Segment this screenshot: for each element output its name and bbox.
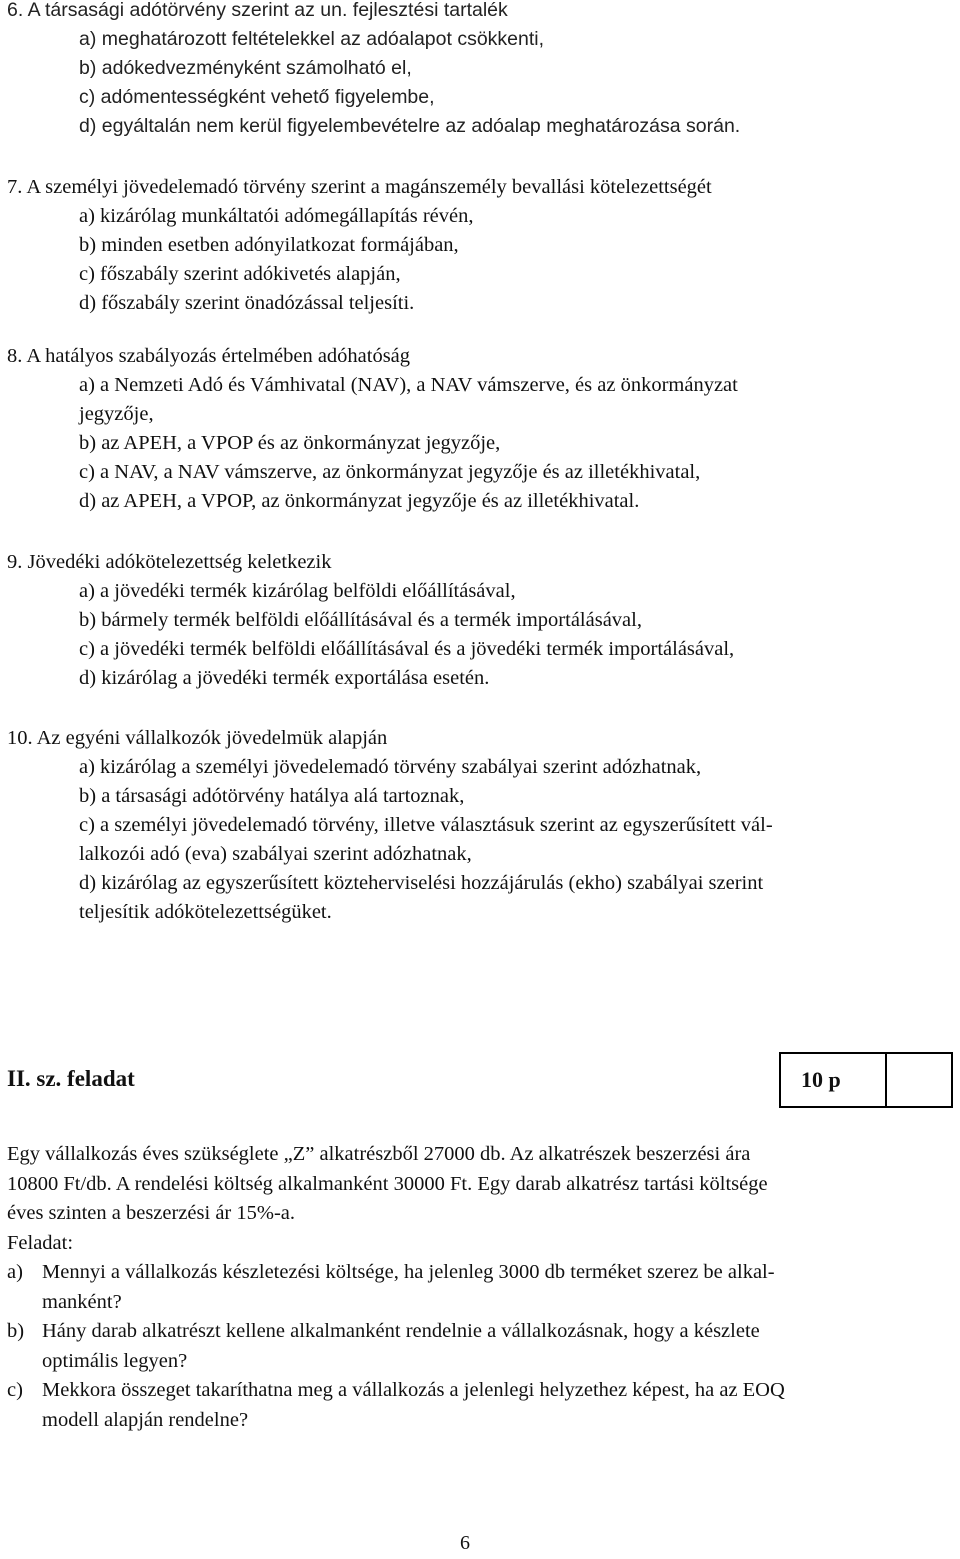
task-intro-line-3: éves szinten a beszerzési ár 15%-a. — [7, 1202, 295, 1224]
points-box — [779, 1052, 953, 1108]
task-item-text-cont: modell alapján rendelne? — [42, 1408, 249, 1431]
question-7-option-d: d) főszabály szerint önadózással teljesíti. — [79, 292, 415, 314]
question-6-option-d: d) egyáltalán nem kerül figyelembevételre az adóalap meghatározása során. — [79, 115, 741, 137]
question-10-option-c-cont: lalkozói adó (eva) szabályai szerint adózhatnak, — [79, 843, 472, 865]
task-item-letter: c) — [7, 1379, 23, 1401]
task-item-a — [7, 1258, 952, 1317]
question-8-option-a: a) a Nemzeti Adó és Vámhivatal (NAV), a NAV vámszerve, és az önkormányzat — [79, 374, 738, 396]
question-10 — [7, 724, 952, 927]
question-8 — [7, 342, 952, 516]
question-6-stem: 6. A társasági adótörvény szerint az un. fejlesztési tartalék — [7, 0, 508, 21]
question-8-option-a-cont: jegyzője, — [79, 403, 154, 425]
question-10-stem: 10. Az egyéni vállalkozók jövedelmük alapján — [7, 727, 388, 749]
question-7-option-c: c) főszabály szerint adókivetés alapján, — [79, 263, 401, 285]
task-intro-line-2: 10800 Ft/db. A rendelési költség alkalmanként 30000 Ft. Egy darab alkatrész tartási költsége — [7, 1172, 768, 1195]
question-10-option-a: a) kizárólag a személyi jövedelemadó törvény szabályai szerint adózhatnak, — [79, 756, 702, 778]
question-9-stem: 9. Jövedéki adókötelezettség keletkezik — [7, 551, 332, 573]
question-7-option-a: a) kizárólag munkáltatói adómegállapítás révén, — [79, 205, 474, 227]
question-9 — [7, 548, 952, 693]
question-6-option-c: c) adómentességként vehető figyelembe, — [79, 86, 435, 108]
question-9-option-a: a) a jövedéki termék kizárólag belföldi előállításával, — [79, 580, 516, 602]
task-item-letter: b) — [7, 1320, 25, 1342]
task-item-letter: a) — [7, 1261, 23, 1283]
task-item-b — [7, 1317, 952, 1376]
question-7-option-b: b) minden esetben adónyilatkozat formájában, — [79, 234, 459, 256]
points-label: 10 p — [781, 1054, 887, 1106]
task-intro-line-1: Egy vállalkozás éves szükséglete „Z” alkatrészből 27000 db. Az alkatrészek beszerzési ára — [7, 1143, 751, 1165]
question-8-option-d: d) az APEH, a VPOP, az önkormányzat jegyzője és az illetékhivatal. — [79, 490, 640, 512]
task-item-c — [7, 1376, 952, 1435]
task-title: II. sz. feladat — [7, 1066, 135, 1091]
question-10-option-c: c) a személyi jövedelemadó törvény, illetve választásuk szerint az egyszerűsített vál- — [79, 814, 773, 836]
question-9-option-b: b) bármely termék belföldi előállításával és a termék importálásával, — [79, 609, 642, 631]
question-9-option-c: c) a jövedéki termék belföldi előállításával és a jövedéki termék importálásával, — [79, 638, 735, 660]
task-item-text-cont: optimális legyen? — [42, 1349, 188, 1372]
question-6 — [7, 0, 952, 141]
question-8-option-b: b) az APEH, a VPOP és az önkormányzat jegyzője, — [79, 432, 501, 454]
question-9-option-d: d) kizárólag a jövedéki termék exportálása esetén. — [79, 667, 490, 689]
question-8-stem: 8. A hatályos szabályozás értelmében adóhatóság — [7, 345, 411, 367]
question-10-option-b: b) a társasági adótörvény hatálya alá tartoznak, — [79, 785, 465, 807]
task-item-text: Mekkora összeget takaríthatna meg a vállalkozás a jelenlegi helyzethez képest, ha az EOQ — [42, 1379, 785, 1401]
question-10-option-d: d) kizárólag az egyszerűsített közteherviselési hozzájárulás (ekho) szabályai szerint — [79, 872, 764, 894]
task-body — [7, 1140, 952, 1435]
task-item-text: Hány darab alkatrészt kellene alkalmanként rendelnie a vállalkozásnak, hogy a készlete — [42, 1320, 760, 1342]
task-item-text: Mennyi a vállalkozás készletezési költsége, ha jelenleg 3000 db terméket szerez be alkal- — [42, 1261, 775, 1283]
points-score-field — [887, 1054, 951, 1106]
question-7-stem: 7. A személyi jövedelemadó törvény szerint a magánszemély bevallási kötelezettségét — [7, 176, 712, 198]
page-number: 6 — [460, 1532, 470, 1554]
question-8-option-c: c) a NAV, a NAV vámszerve, az önkormányzat jegyzője és az illetékhivatal, — [79, 461, 701, 483]
question-6-option-b: b) adókedvezményként számolható el, — [79, 57, 412, 79]
question-6-option-a: a) meghatározott feltételekkel az adóalapot csökkenti, — [79, 28, 545, 50]
task-feladat-label: Feladat: — [7, 1231, 74, 1254]
task-item-text-cont: manként? — [42, 1290, 122, 1313]
question-7 — [7, 173, 952, 318]
question-10-option-d-cont: teljesítik adókötelezettségüket. — [79, 901, 332, 923]
